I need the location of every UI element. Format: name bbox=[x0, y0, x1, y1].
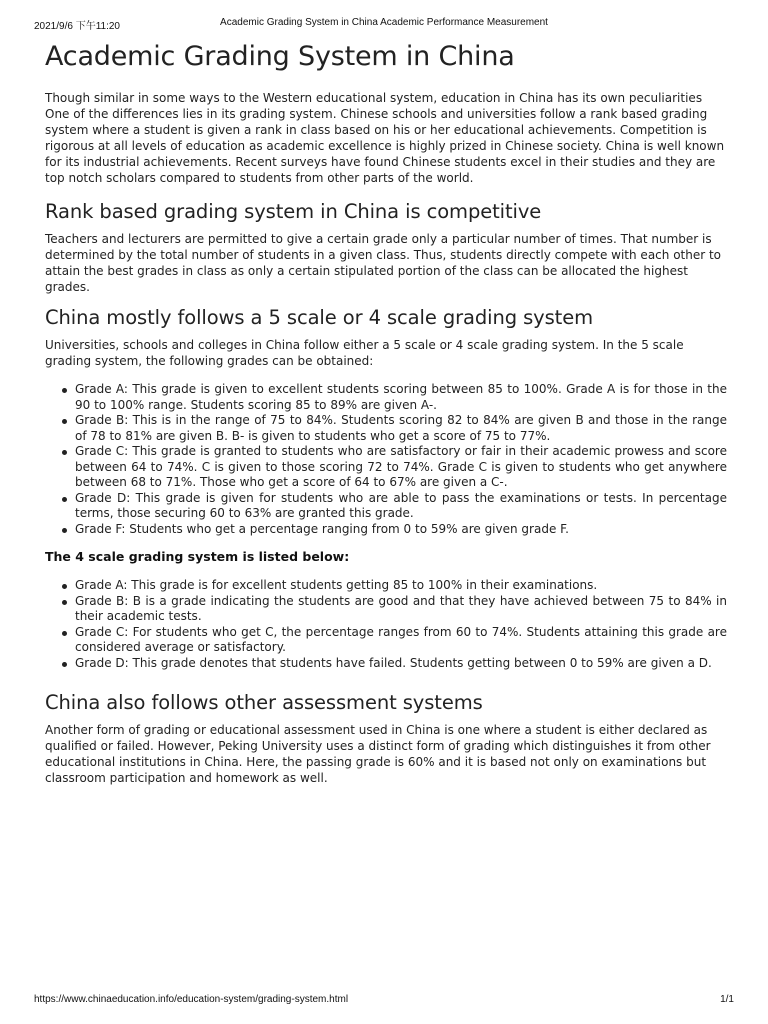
print-header bbox=[34, 17, 734, 31]
list-item: Grade C: For students who get C, the percentage ranges from 60 to 74%. Students attaining this grade are considered average or satisfactory. bbox=[75, 624, 727, 654]
print-page-number: 1/1 bbox=[720, 994, 734, 1005]
page-title: Academic Grading System in China bbox=[45, 41, 515, 72]
intro-paragraph: Though similar in some ways to the Western educational system, education in China has its own peculiarities One of the differences lies in its grading system. Chinese schools and universities follow a rank based grading system where a student is given a rank in class based on his or her educational achievements. Competition is rigorous at all levels of education as academic excellence is highly prized in Chinese society. China is well known for its industrial achievements. Recent surveys have found Chinese students excel in their studies and they are top notch scholars compared to students from other parts of the world. bbox=[45, 91, 725, 185]
list-item: Grade A: This grade is for excellent students getting 85 to 100% in their examinations. bbox=[75, 578, 727, 594]
list-item: Grade F: Students who get a percentage ranging from 0 to 59% are given grade F. bbox=[75, 522, 727, 538]
print-footer bbox=[34, 994, 734, 1008]
print-url: https://www.chinaeducation.info/education-system/grading-system.html bbox=[34, 994, 349, 1005]
list-item: Grade A: This grade is given to excellent students scoring between 85 to 100%. Grade A is for those in the 90 to 100% range. Students scoring 85 to 89% are given A-. bbox=[75, 382, 727, 412]
section-body-rank: Teachers and lecturers are permitted to give a certain grade only a particular number of times. That number is determined by the total number of students in a given class. Thus, students directly compete with each other to attain the best grades in class as only a certain stipulated portion of the class can be allocated the highest grades. bbox=[45, 232, 722, 294]
section-body-scale: Universities, schools and colleges in China follow either a 5 scale or 4 scale grading system. In the 5 scale grading system, the following grades can be obtained: bbox=[45, 338, 684, 368]
four-scale-heading: The 4 scale grading system is listed below: bbox=[45, 549, 350, 564]
print-doc-title: Academic Grading System in China Academic Performance Measurement bbox=[220, 17, 548, 28]
section-heading-rank: Rank based grading system in China is competitive bbox=[45, 200, 542, 223]
section-body-other: Another form of grading or educational assessment used in China is one where a student is either declared as qualified or failed. However, Peking University uses a distinct form of grading which distinguishes it from other educational institutions in China. Here, the passing grade is 60% and it is based not only on examinations but classroom participation and homework as well. bbox=[45, 723, 711, 785]
section-heading-scale: China mostly follows a 5 scale or 4 scale grading system bbox=[45, 306, 594, 329]
list-item: Grade C: This grade is granted to students who are satisfactory or fair in their academic prowess and score between 64 to 74%. C is given to those scoring 72 to 74%. Grade C is given to students who get anywhere between 68 to 71%. Those who get a score of 64 to 67% are given a C-. bbox=[75, 444, 727, 489]
list-item: Grade D: This grade is given for students who are able to pass the examinations or tests. In percentage terms, those securing 60 to 63% are granted this grade. bbox=[75, 490, 727, 520]
list-item: Grade B: B is a grade indicating the students are good and that they have achieved between 75 to 84% in their academic tests. bbox=[75, 593, 727, 623]
print-datetime: 2021/9/6 下午11:20 bbox=[34, 21, 120, 32]
section-heading-other: China also follows other assessment systems bbox=[45, 691, 483, 714]
article bbox=[45, 40, 727, 786]
list-item: Grade D: This grade denotes that students have failed. Students getting between 0 to 59% are given a D. bbox=[75, 656, 727, 672]
five-scale-list bbox=[45, 382, 727, 537]
four-scale-list bbox=[45, 578, 727, 671]
list-item: Grade B: This is in the range of 75 to 84%. Students scoring 82 to 84% are given B and those in the range of 78 to 81% are given B. B- is given to students who get a score of 75 to 77%. bbox=[75, 413, 727, 443]
